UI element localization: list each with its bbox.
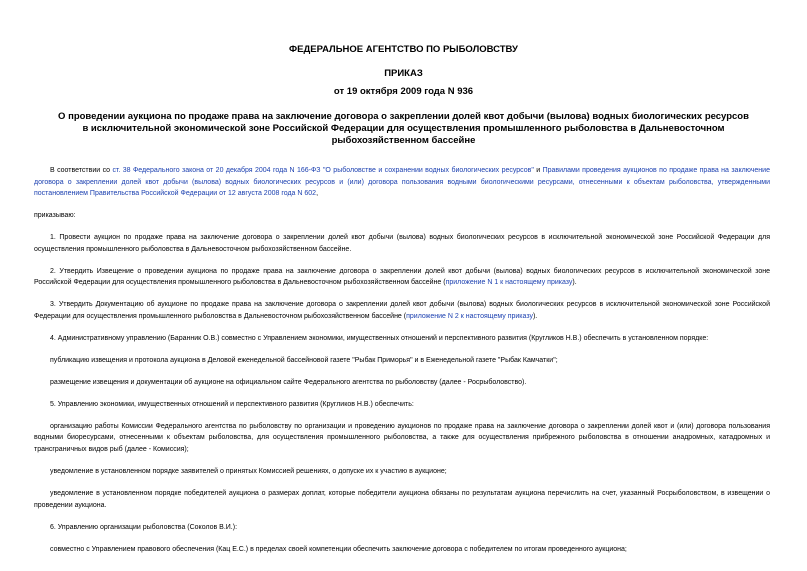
- item-4b: размещение извещения и документации об аукционе на официальном сайте Федерального агентства по рыболовству (далее - Росрыболовство).: [50, 378, 527, 386]
- item-5a: организацию работы Комиссии Федерального агентства по рыболовству по организации и проведению аукционов по продаже права на заключение договора о закреплении долей квот и (или) договора пользования водными биоресурсами, отнесенными к объектам рыболовства, для осуществления промышленного рыболовства, а также для осуществления прибрежного рыболовства в отношении анадромных, катадромных и трансграничных видов рыб (далее - Комиссия);: [34, 422, 770, 454]
- appendix-2-link[interactable]: приложение N 2 к настоящему приказу: [406, 312, 533, 320]
- item-3-text: 3. Утвердить Документацию об аукционе по продаже права на заключение договора о закреплении долей квот добычи (вылова) водных биологических ресурсов в исключительной экономической зоне Российской Федерации для осуществления промышленного рыболовства в Дальневосточном рыбохозяйственном бассейне (: [34, 301, 770, 320]
- appendix-1-link[interactable]: приложение N 1 к настоящему приказу: [445, 279, 573, 287]
- item-3-end: ).: [532, 312, 538, 320]
- item-5b: уведомление в установленном порядке заявителей о принятых Комиссией решениях, о допуске их к участию в аукционе;: [50, 468, 447, 475]
- rules-link[interactable]: Правилами проведения аукционов по продаже права на заключение договора о закреплении долей квот добычи (вылова) водных биологических ресурсов и (или) договора пользования водными биологическими ресурсами, отнесенными к объектам рыболовства, утвержденными постановлением Правительства Российской Федерации от 12 августа 2008 года N 602: [34, 167, 770, 198]
- doc-date: от 19 октября 2009 года N 936: [333, 86, 474, 97]
- item-4a: публикацию извещения и протокола аукциона в Деловой еженедельной бассейновой газете "Рыбак Приморья" и в Еженедельной газете "Рыбак Камчатки";: [50, 356, 558, 364]
- doc-subject: О проведении аукциона по продаже права на заключение договора о закреплении долей квот добычи (вылова) водных биологических ресурсов в исключительной экономической зоне Российской Федерации для осуществления промышленного рыболовства в Дальневосточном рыбохозяйственном бассейне: [58, 111, 749, 146]
- preamble-text-3: ,: [316, 190, 319, 198]
- doc-body: [34, 165, 770, 566]
- preamble-text-1: В соответствии со: [50, 167, 113, 174]
- item-4: 4. Административному управлению (Баранник О.В.) совместно с Управлением экономики, имущественных отношений и перспективного развития (Кругликов Н.В.) обеспечить в установленном порядке:: [50, 334, 709, 342]
- item-2-end: ).: [572, 279, 577, 287]
- item-1: 1. Провести аукцион по продаже права на заключение договора о закреплении долей квот добычи (вылова) водных биологических ресурсов в исключительной экономической зоне Российской Федерации для осуществления промышленного рыболовства в Дальневосточном рыбохозяйственном бассейне.: [34, 234, 770, 253]
- item-5: 5. Управлению экономики, имущественных отношений и перспективного развития (Кругликов Н.В.) обеспечить:: [50, 400, 414, 408]
- law-link[interactable]: ст. 38 Федерального закона от 20 декабря 2004 года N 166-ФЗ "О рыболовстве и сохранении водных биологических ресурсов": [112, 167, 534, 174]
- item-6: 6. Управлению организации рыболовства (Соколов В.И.):: [50, 523, 238, 531]
- item-2-text: 2. Утвердить Извещение о проведении аукциона по продаже права на заключение договора о закреплении долей квот добычи (вылова) водных биологических ресурсов в исключительной экономической зоне Российской Федерации для осуществления промышленного рыболовства в Дальневосточном рыбохозяйственном бассейне (: [34, 267, 770, 287]
- item-5c: уведомление в установленном порядке победителей аукциона о размерах доплат, которые победители аукциона обязаны по результатам аукциона перечислить на счет, указанный Росрыболовством, в извещении о проведении аукциона.: [34, 489, 770, 509]
- preamble-paragraph: [34, 165, 770, 200]
- order-word: приказываю:: [34, 212, 76, 220]
- item-2: [34, 266, 770, 289]
- item-3: [34, 299, 770, 322]
- preamble-text-2: и: [533, 167, 543, 174]
- item-6a: совместно с Управлением правового обеспечения (Кац Е.С.) в пределах своей компетенции обеспечить заключение договора с победителем по итогам проведенного аукциона;: [50, 545, 627, 553]
- doc-type-heading: ПРИКАЗ: [384, 68, 423, 79]
- agency-title: ФЕДЕРАЛЬНОЕ АГЕНТСТВО ПО РЫБОЛОВСТВУ: [289, 44, 518, 55]
